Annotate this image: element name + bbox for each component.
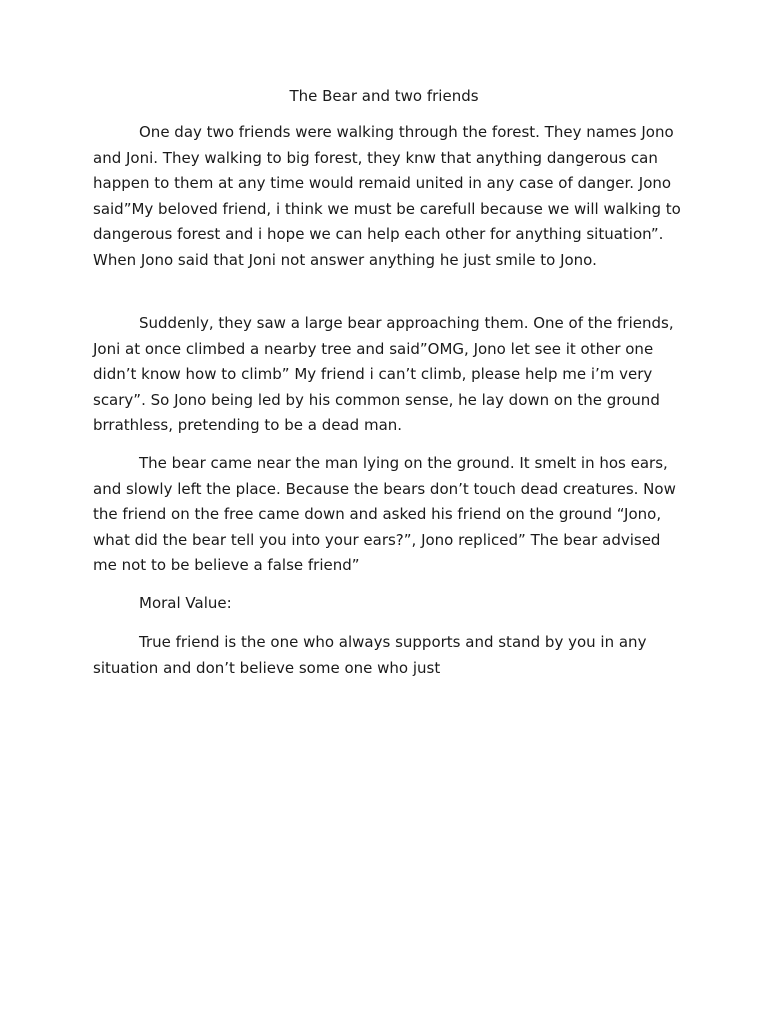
paragraph-1: One day two friends were walking through the forest. They names Jono and Joni. They walking to big forest, they knw that anything dangerous can happen to them at any time would remaid united in any case of danger. Jono said”My beloved friend, i think we must be carefull because we will walking to dangerous forest and i hope we can help each other for anything situation”. When Jono said that Joni not answer anything he just smile to Jono. <box>93 123 681 269</box>
moral-value-text: True friend is the one who always supports and stand by you in any situation and don’t believe some one who just <box>93 633 647 677</box>
moral-value-heading: Moral Value: <box>139 594 232 612</box>
paragraph-3: The bear came near the man lying on the ground. It smelt in hos ears, and slowly left the place. Because the bears don’t touch dead creatures. Now the friend on the free came down and asked his friend on the ground “Jono, what did the bear tell you into your ears?”, Jono repliced” The bear advised me not to be believe a false friend” <box>93 454 676 575</box>
document-title: The Bear and two friends <box>289 87 479 105</box>
paragraph-2: Suddenly, they saw a large bear approaching them. One of the friends, Joni at once climbed a nearby tree and said”OMG, Jono let see it other one didn’t know how to climb” My friend i can’t climb, please help me i’m very scary”. So Jono being led by his common sense, he lay down on the ground brrathless, pretending to be a dead man. <box>93 314 674 435</box>
